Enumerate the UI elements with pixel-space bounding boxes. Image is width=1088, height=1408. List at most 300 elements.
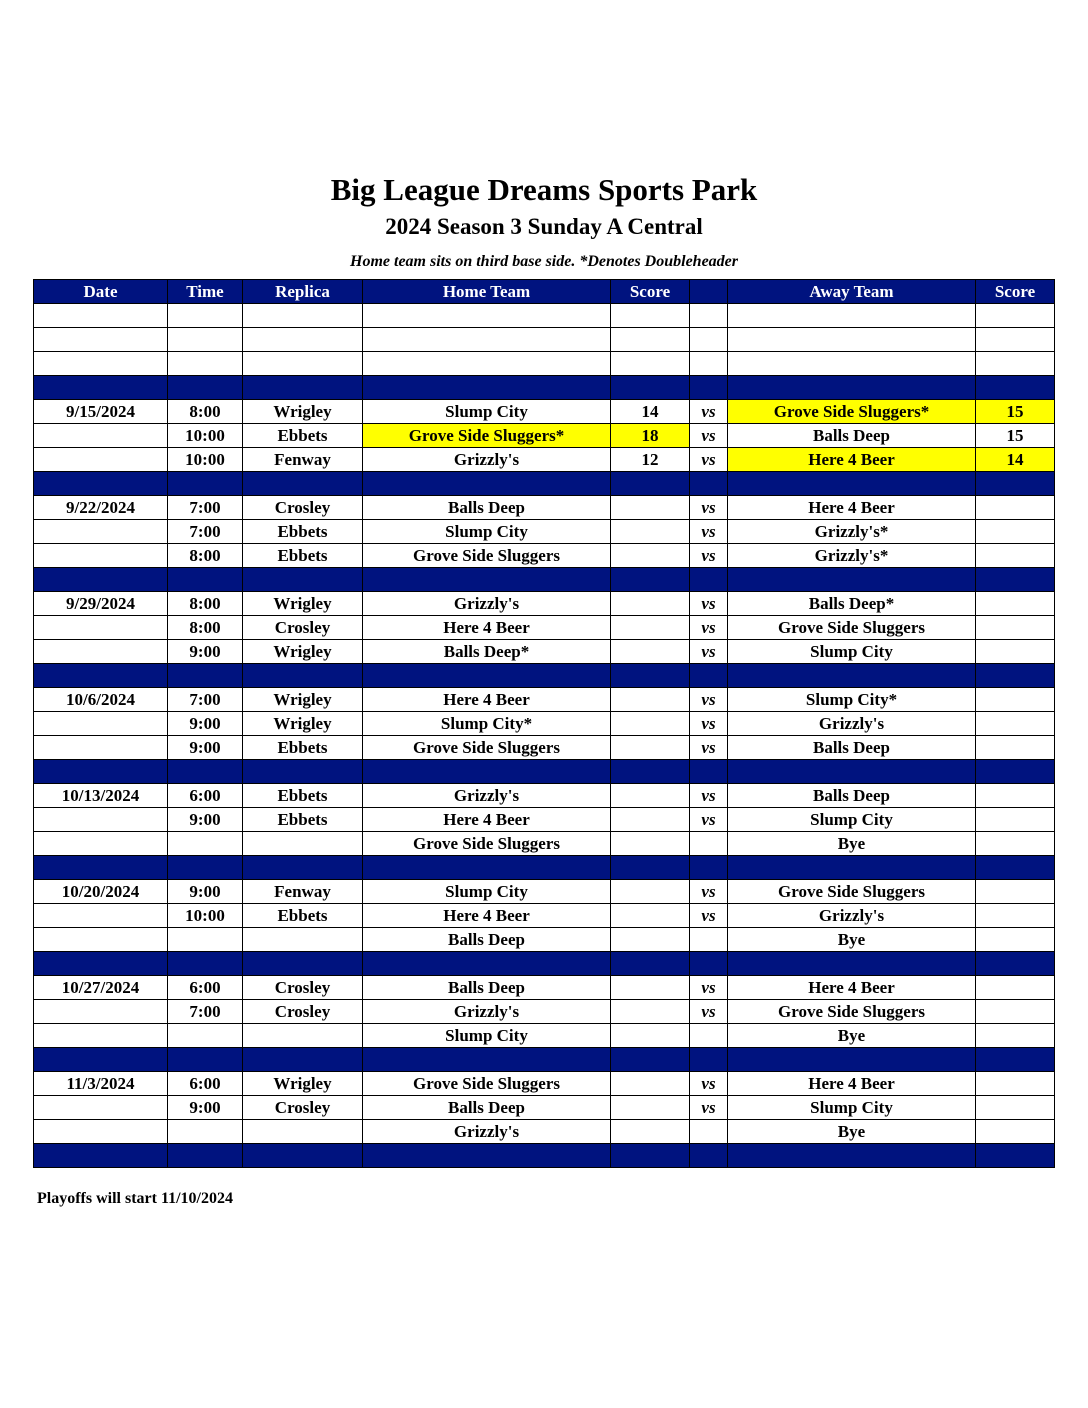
time-cell: 6:00 bbox=[168, 784, 243, 808]
vs-cell: vs bbox=[690, 592, 728, 616]
home-score-cell bbox=[611, 1024, 690, 1048]
replica-cell bbox=[243, 568, 363, 592]
date-cell bbox=[34, 304, 168, 328]
home-score-cell bbox=[611, 304, 690, 328]
away-score-cell bbox=[976, 688, 1055, 712]
replica-cell: Wrigley bbox=[243, 400, 363, 424]
schedule-table bbox=[33, 279, 1055, 1168]
vs-cell bbox=[690, 328, 728, 352]
vs-cell bbox=[690, 1144, 728, 1168]
time-cell: 8:00 bbox=[168, 400, 243, 424]
away-score-cell bbox=[976, 376, 1055, 400]
replica-cell: Wrigley bbox=[243, 688, 363, 712]
home-team-cell: Balls Deep bbox=[363, 976, 611, 1000]
home-score-cell: 14 bbox=[611, 400, 690, 424]
away-score-cell bbox=[976, 472, 1055, 496]
replica-cell: Ebbets bbox=[243, 520, 363, 544]
schedule-body bbox=[34, 304, 1055, 1168]
home-score-cell bbox=[611, 520, 690, 544]
date-cell bbox=[34, 664, 168, 688]
time-cell bbox=[168, 832, 243, 856]
away-team-cell bbox=[728, 856, 976, 880]
home-team-cell bbox=[363, 352, 611, 376]
away-team-cell bbox=[728, 472, 976, 496]
away-score-cell bbox=[976, 784, 1055, 808]
table-row bbox=[34, 1072, 1055, 1096]
table-row bbox=[34, 424, 1055, 448]
time-cell bbox=[168, 1144, 243, 1168]
vs-cell: vs bbox=[690, 904, 728, 928]
time-cell: 8:00 bbox=[168, 616, 243, 640]
date-cell bbox=[34, 1048, 168, 1072]
home-score-cell bbox=[611, 568, 690, 592]
time-cell bbox=[168, 664, 243, 688]
vs-cell: vs bbox=[690, 1096, 728, 1120]
time-cell bbox=[168, 952, 243, 976]
home-team-cell bbox=[363, 376, 611, 400]
away-score-cell bbox=[976, 1072, 1055, 1096]
home-team-cell bbox=[363, 856, 611, 880]
date-cell bbox=[34, 1096, 168, 1120]
vs-cell: vs bbox=[690, 544, 728, 568]
time-cell: 7:00 bbox=[168, 496, 243, 520]
away-team-cell bbox=[728, 952, 976, 976]
replica-cell bbox=[243, 760, 363, 784]
time-cell: 9:00 bbox=[168, 808, 243, 832]
away-team-cell: Balls Deep bbox=[728, 784, 976, 808]
home-team-cell: Grizzly's bbox=[363, 1120, 611, 1144]
vs-cell bbox=[690, 1048, 728, 1072]
away-score-cell bbox=[976, 1024, 1055, 1048]
vs-cell: vs bbox=[690, 1000, 728, 1024]
date-cell: 9/22/2024 bbox=[34, 496, 168, 520]
vs-cell: vs bbox=[690, 640, 728, 664]
time-cell bbox=[168, 376, 243, 400]
col-header-away-score: Score bbox=[976, 280, 1055, 304]
away-team-cell bbox=[728, 1144, 976, 1168]
home-team-cell: Grove Side Sluggers* bbox=[363, 424, 611, 448]
replica-cell: Ebbets bbox=[243, 544, 363, 568]
page-subtitle: 2024 Season 3 Sunday A Central bbox=[385, 214, 703, 239]
date-cell bbox=[34, 616, 168, 640]
table-row bbox=[34, 832, 1055, 856]
date-cell bbox=[34, 568, 168, 592]
time-cell bbox=[168, 1048, 243, 1072]
away-team-cell bbox=[728, 568, 976, 592]
vs-cell: vs bbox=[690, 424, 728, 448]
away-score-cell bbox=[976, 304, 1055, 328]
away-score-cell bbox=[976, 760, 1055, 784]
col-header-home-team: Home Team bbox=[363, 280, 611, 304]
away-team-cell: Grizzly's bbox=[728, 712, 976, 736]
home-team-cell: Slump City bbox=[363, 400, 611, 424]
away-team-cell: Bye bbox=[728, 832, 976, 856]
replica-cell: Fenway bbox=[243, 880, 363, 904]
time-cell: 9:00 bbox=[168, 880, 243, 904]
time-cell bbox=[168, 760, 243, 784]
home-score-cell bbox=[611, 976, 690, 1000]
time-cell: 9:00 bbox=[168, 712, 243, 736]
away-score-cell bbox=[976, 616, 1055, 640]
away-score-cell bbox=[976, 352, 1055, 376]
home-score-cell bbox=[611, 352, 690, 376]
vs-cell bbox=[690, 832, 728, 856]
col-header-vs bbox=[690, 280, 728, 304]
replica-cell: Ebbets bbox=[243, 424, 363, 448]
replica-cell bbox=[243, 304, 363, 328]
date-cell bbox=[34, 472, 168, 496]
away-score-cell bbox=[976, 568, 1055, 592]
table-row bbox=[34, 592, 1055, 616]
home-team-cell: Grizzly's bbox=[363, 592, 611, 616]
week-separator-row bbox=[34, 568, 1055, 592]
vs-cell bbox=[690, 352, 728, 376]
time-cell bbox=[168, 928, 243, 952]
table-row bbox=[34, 736, 1055, 760]
home-score-cell bbox=[611, 880, 690, 904]
table-row bbox=[34, 448, 1055, 472]
away-team-cell bbox=[728, 376, 976, 400]
vs-cell: vs bbox=[690, 520, 728, 544]
home-team-cell: Here 4 Beer bbox=[363, 688, 611, 712]
time-cell bbox=[168, 1024, 243, 1048]
replica-cell: Wrigley bbox=[243, 1072, 363, 1096]
away-score-cell bbox=[976, 976, 1055, 1000]
away-team-cell: Slump City bbox=[728, 808, 976, 832]
time-cell: 6:00 bbox=[168, 1072, 243, 1096]
home-score-cell bbox=[611, 592, 690, 616]
date-cell bbox=[34, 376, 168, 400]
away-score-cell bbox=[976, 712, 1055, 736]
vs-cell bbox=[690, 928, 728, 952]
time-cell: 8:00 bbox=[168, 544, 243, 568]
away-score-cell bbox=[976, 1048, 1055, 1072]
home-score-cell bbox=[611, 712, 690, 736]
away-score-cell bbox=[976, 1120, 1055, 1144]
away-team-cell: Grizzly's bbox=[728, 904, 976, 928]
replica-cell bbox=[243, 376, 363, 400]
table-row bbox=[34, 1096, 1055, 1120]
time-cell: 6:00 bbox=[168, 976, 243, 1000]
home-score-cell bbox=[611, 616, 690, 640]
away-team-cell: Grizzly's* bbox=[728, 544, 976, 568]
week-separator-row bbox=[34, 376, 1055, 400]
vs-cell: vs bbox=[690, 808, 728, 832]
date-cell bbox=[34, 1144, 168, 1168]
date-cell bbox=[34, 928, 168, 952]
away-score-cell bbox=[976, 928, 1055, 952]
home-team-cell: Grove Side Sluggers bbox=[363, 736, 611, 760]
replica-cell bbox=[243, 1144, 363, 1168]
vs-cell bbox=[690, 376, 728, 400]
away-score-cell bbox=[976, 544, 1055, 568]
home-score-cell: 12 bbox=[611, 448, 690, 472]
home-score-cell bbox=[611, 496, 690, 520]
home-score-cell bbox=[611, 928, 690, 952]
away-team-cell: Balls Deep* bbox=[728, 592, 976, 616]
away-team-cell bbox=[728, 760, 976, 784]
vs-cell: vs bbox=[690, 400, 728, 424]
vs-cell bbox=[690, 304, 728, 328]
home-team-cell: Grizzly's bbox=[363, 1000, 611, 1024]
date-cell: 11/3/2024 bbox=[34, 1072, 168, 1096]
home-score-cell bbox=[611, 1120, 690, 1144]
time-cell bbox=[168, 568, 243, 592]
date-cell bbox=[34, 712, 168, 736]
vs-cell bbox=[690, 760, 728, 784]
playoffs-note: Playoffs will start 11/10/2024 bbox=[37, 1190, 233, 1207]
vs-cell: vs bbox=[690, 688, 728, 712]
time-cell bbox=[168, 1120, 243, 1144]
replica-cell bbox=[243, 472, 363, 496]
date-cell bbox=[34, 736, 168, 760]
home-team-cell bbox=[363, 472, 611, 496]
replica-cell bbox=[243, 352, 363, 376]
home-score-cell bbox=[611, 784, 690, 808]
home-score-cell bbox=[611, 904, 690, 928]
date-cell bbox=[34, 1024, 168, 1048]
away-team-cell: Here 4 Beer bbox=[728, 496, 976, 520]
blank-row bbox=[34, 328, 1055, 352]
date-cell bbox=[34, 544, 168, 568]
col-header-replica: Replica bbox=[243, 280, 363, 304]
time-cell bbox=[168, 472, 243, 496]
home-team-cell bbox=[363, 328, 611, 352]
home-team-cell: Balls Deep bbox=[363, 496, 611, 520]
vs-cell bbox=[690, 664, 728, 688]
vs-cell: vs bbox=[690, 616, 728, 640]
away-score-cell bbox=[976, 904, 1055, 928]
time-cell: 9:00 bbox=[168, 1096, 243, 1120]
away-team-cell: Grove Side Sluggers* bbox=[728, 400, 976, 424]
table-row bbox=[34, 712, 1055, 736]
date-cell bbox=[34, 832, 168, 856]
home-score-cell bbox=[611, 328, 690, 352]
col-header-time: Time bbox=[168, 280, 243, 304]
replica-cell bbox=[243, 832, 363, 856]
replica-cell: Ebbets bbox=[243, 784, 363, 808]
table-row bbox=[34, 784, 1055, 808]
away-team-cell: Slump City* bbox=[728, 688, 976, 712]
date-cell bbox=[34, 640, 168, 664]
replica-cell bbox=[243, 1120, 363, 1144]
week-separator-row bbox=[34, 472, 1055, 496]
time-cell: 10:00 bbox=[168, 424, 243, 448]
blank-row bbox=[34, 304, 1055, 328]
away-team-cell: Grizzly's* bbox=[728, 520, 976, 544]
time-cell bbox=[168, 856, 243, 880]
replica-cell: Ebbets bbox=[243, 736, 363, 760]
home-team-cell bbox=[363, 952, 611, 976]
vs-cell: vs bbox=[690, 880, 728, 904]
vs-cell: vs bbox=[690, 448, 728, 472]
away-team-cell: Slump City bbox=[728, 1096, 976, 1120]
table-row bbox=[34, 808, 1055, 832]
vs-cell bbox=[690, 856, 728, 880]
away-team-cell: Balls Deep bbox=[728, 424, 976, 448]
home-team-cell: Here 4 Beer bbox=[363, 616, 611, 640]
home-team-cell: Here 4 Beer bbox=[363, 904, 611, 928]
table-row bbox=[34, 400, 1055, 424]
table-row bbox=[34, 1024, 1055, 1048]
time-cell: 9:00 bbox=[168, 736, 243, 760]
home-team-cell: Grizzly's bbox=[363, 784, 611, 808]
vs-cell bbox=[690, 568, 728, 592]
home-team-cell: Slump City bbox=[363, 880, 611, 904]
away-score-cell bbox=[976, 736, 1055, 760]
replica-cell bbox=[243, 1048, 363, 1072]
away-score-cell bbox=[976, 1096, 1055, 1120]
away-team-cell: Balls Deep bbox=[728, 736, 976, 760]
date-cell: 9/15/2024 bbox=[34, 400, 168, 424]
home-score-cell bbox=[611, 808, 690, 832]
home-score-cell bbox=[611, 640, 690, 664]
home-team-cell bbox=[363, 760, 611, 784]
away-team-cell bbox=[728, 304, 976, 328]
date-cell bbox=[34, 904, 168, 928]
away-score-cell: 15 bbox=[976, 424, 1055, 448]
home-score-cell bbox=[611, 688, 690, 712]
week-separator-row bbox=[34, 952, 1055, 976]
vs-cell: vs bbox=[690, 712, 728, 736]
home-team-cell: Balls Deep* bbox=[363, 640, 611, 664]
home-score-cell bbox=[611, 856, 690, 880]
home-score-cell bbox=[611, 472, 690, 496]
date-cell: 10/13/2024 bbox=[34, 784, 168, 808]
home-team-cell: Grove Side Sluggers bbox=[363, 1072, 611, 1096]
home-team-cell: Grove Side Sluggers bbox=[363, 544, 611, 568]
date-cell bbox=[34, 760, 168, 784]
col-header-away-team: Away Team bbox=[728, 280, 976, 304]
date-cell: 9/29/2024 bbox=[34, 592, 168, 616]
home-team-cell: Balls Deep bbox=[363, 928, 611, 952]
week-separator-row bbox=[34, 856, 1055, 880]
away-team-cell: Grove Side Sluggers bbox=[728, 616, 976, 640]
schedule-note: Home team sits on third base side. *Denotes Doubleheader bbox=[350, 253, 738, 270]
week-separator-row bbox=[34, 760, 1055, 784]
replica-cell: Wrigley bbox=[243, 712, 363, 736]
page-title: Big League Dreams Sports Park bbox=[330, 172, 758, 207]
date-cell bbox=[34, 520, 168, 544]
week-separator-row bbox=[34, 664, 1055, 688]
replica-cell: Ebbets bbox=[243, 904, 363, 928]
table-row bbox=[34, 616, 1055, 640]
date-cell bbox=[34, 448, 168, 472]
date-cell: 10/27/2024 bbox=[34, 976, 168, 1000]
table-row bbox=[34, 904, 1055, 928]
vs-cell: vs bbox=[690, 784, 728, 808]
home-score-cell bbox=[611, 832, 690, 856]
home-score-cell bbox=[611, 736, 690, 760]
replica-cell: Crosley bbox=[243, 616, 363, 640]
time-cell: 7:00 bbox=[168, 688, 243, 712]
replica-cell bbox=[243, 328, 363, 352]
home-score-cell bbox=[611, 376, 690, 400]
vs-cell bbox=[690, 472, 728, 496]
away-score-cell bbox=[976, 496, 1055, 520]
home-team-cell bbox=[363, 304, 611, 328]
away-team-cell: Grove Side Sluggers bbox=[728, 880, 976, 904]
home-score-cell bbox=[611, 1000, 690, 1024]
time-cell: 9:00 bbox=[168, 640, 243, 664]
home-score-cell bbox=[611, 1096, 690, 1120]
table-row bbox=[34, 1120, 1055, 1144]
date-cell: 10/20/2024 bbox=[34, 880, 168, 904]
date-cell bbox=[34, 424, 168, 448]
blank-row bbox=[34, 352, 1055, 376]
table-header-row bbox=[34, 280, 1055, 304]
home-score-cell bbox=[611, 664, 690, 688]
time-cell: 10:00 bbox=[168, 904, 243, 928]
home-team-cell: Slump City bbox=[363, 1024, 611, 1048]
vs-cell: vs bbox=[690, 736, 728, 760]
home-score-cell bbox=[611, 1144, 690, 1168]
home-team-cell bbox=[363, 568, 611, 592]
date-cell bbox=[34, 328, 168, 352]
week-separator-row bbox=[34, 1048, 1055, 1072]
date-cell bbox=[34, 1120, 168, 1144]
time-cell bbox=[168, 328, 243, 352]
away-score-cell bbox=[976, 1000, 1055, 1024]
col-header-date: Date bbox=[34, 280, 168, 304]
table-row bbox=[34, 640, 1055, 664]
table-row bbox=[34, 976, 1055, 1000]
time-cell bbox=[168, 352, 243, 376]
replica-cell bbox=[243, 664, 363, 688]
away-team-cell: Bye bbox=[728, 1120, 976, 1144]
home-team-cell: Grove Side Sluggers bbox=[363, 832, 611, 856]
vs-cell bbox=[690, 1120, 728, 1144]
away-team-cell: Bye bbox=[728, 928, 976, 952]
date-cell bbox=[34, 856, 168, 880]
away-score-cell bbox=[976, 952, 1055, 976]
time-cell: 8:00 bbox=[168, 592, 243, 616]
away-score-cell bbox=[976, 880, 1055, 904]
home-team-cell: Grizzly's bbox=[363, 448, 611, 472]
away-team-cell: Here 4 Beer bbox=[728, 1072, 976, 1096]
away-team-cell bbox=[728, 352, 976, 376]
vs-cell: vs bbox=[690, 496, 728, 520]
home-team-cell: Balls Deep bbox=[363, 1096, 611, 1120]
home-team-cell bbox=[363, 1144, 611, 1168]
away-score-cell bbox=[976, 856, 1055, 880]
away-team-cell: Slump City bbox=[728, 640, 976, 664]
away-team-cell: Here 4 Beer bbox=[728, 448, 976, 472]
date-cell bbox=[34, 952, 168, 976]
date-cell: 10/6/2024 bbox=[34, 688, 168, 712]
home-team-cell bbox=[363, 664, 611, 688]
home-score-cell bbox=[611, 544, 690, 568]
vs-cell bbox=[690, 1024, 728, 1048]
home-score-cell bbox=[611, 1072, 690, 1096]
away-score-cell bbox=[976, 640, 1055, 664]
home-score-cell: 18 bbox=[611, 424, 690, 448]
away-score-cell bbox=[976, 592, 1055, 616]
replica-cell: Crosley bbox=[243, 1000, 363, 1024]
away-score-cell bbox=[976, 1144, 1055, 1168]
vs-cell: vs bbox=[690, 976, 728, 1000]
replica-cell: Crosley bbox=[243, 1096, 363, 1120]
replica-cell bbox=[243, 856, 363, 880]
home-team-cell: Slump City bbox=[363, 520, 611, 544]
replica-cell: Crosley bbox=[243, 976, 363, 1000]
replica-cell bbox=[243, 952, 363, 976]
time-cell bbox=[168, 304, 243, 328]
vs-cell: vs bbox=[690, 1072, 728, 1096]
home-team-cell: Slump City* bbox=[363, 712, 611, 736]
time-cell: 7:00 bbox=[168, 520, 243, 544]
replica-cell: Ebbets bbox=[243, 808, 363, 832]
